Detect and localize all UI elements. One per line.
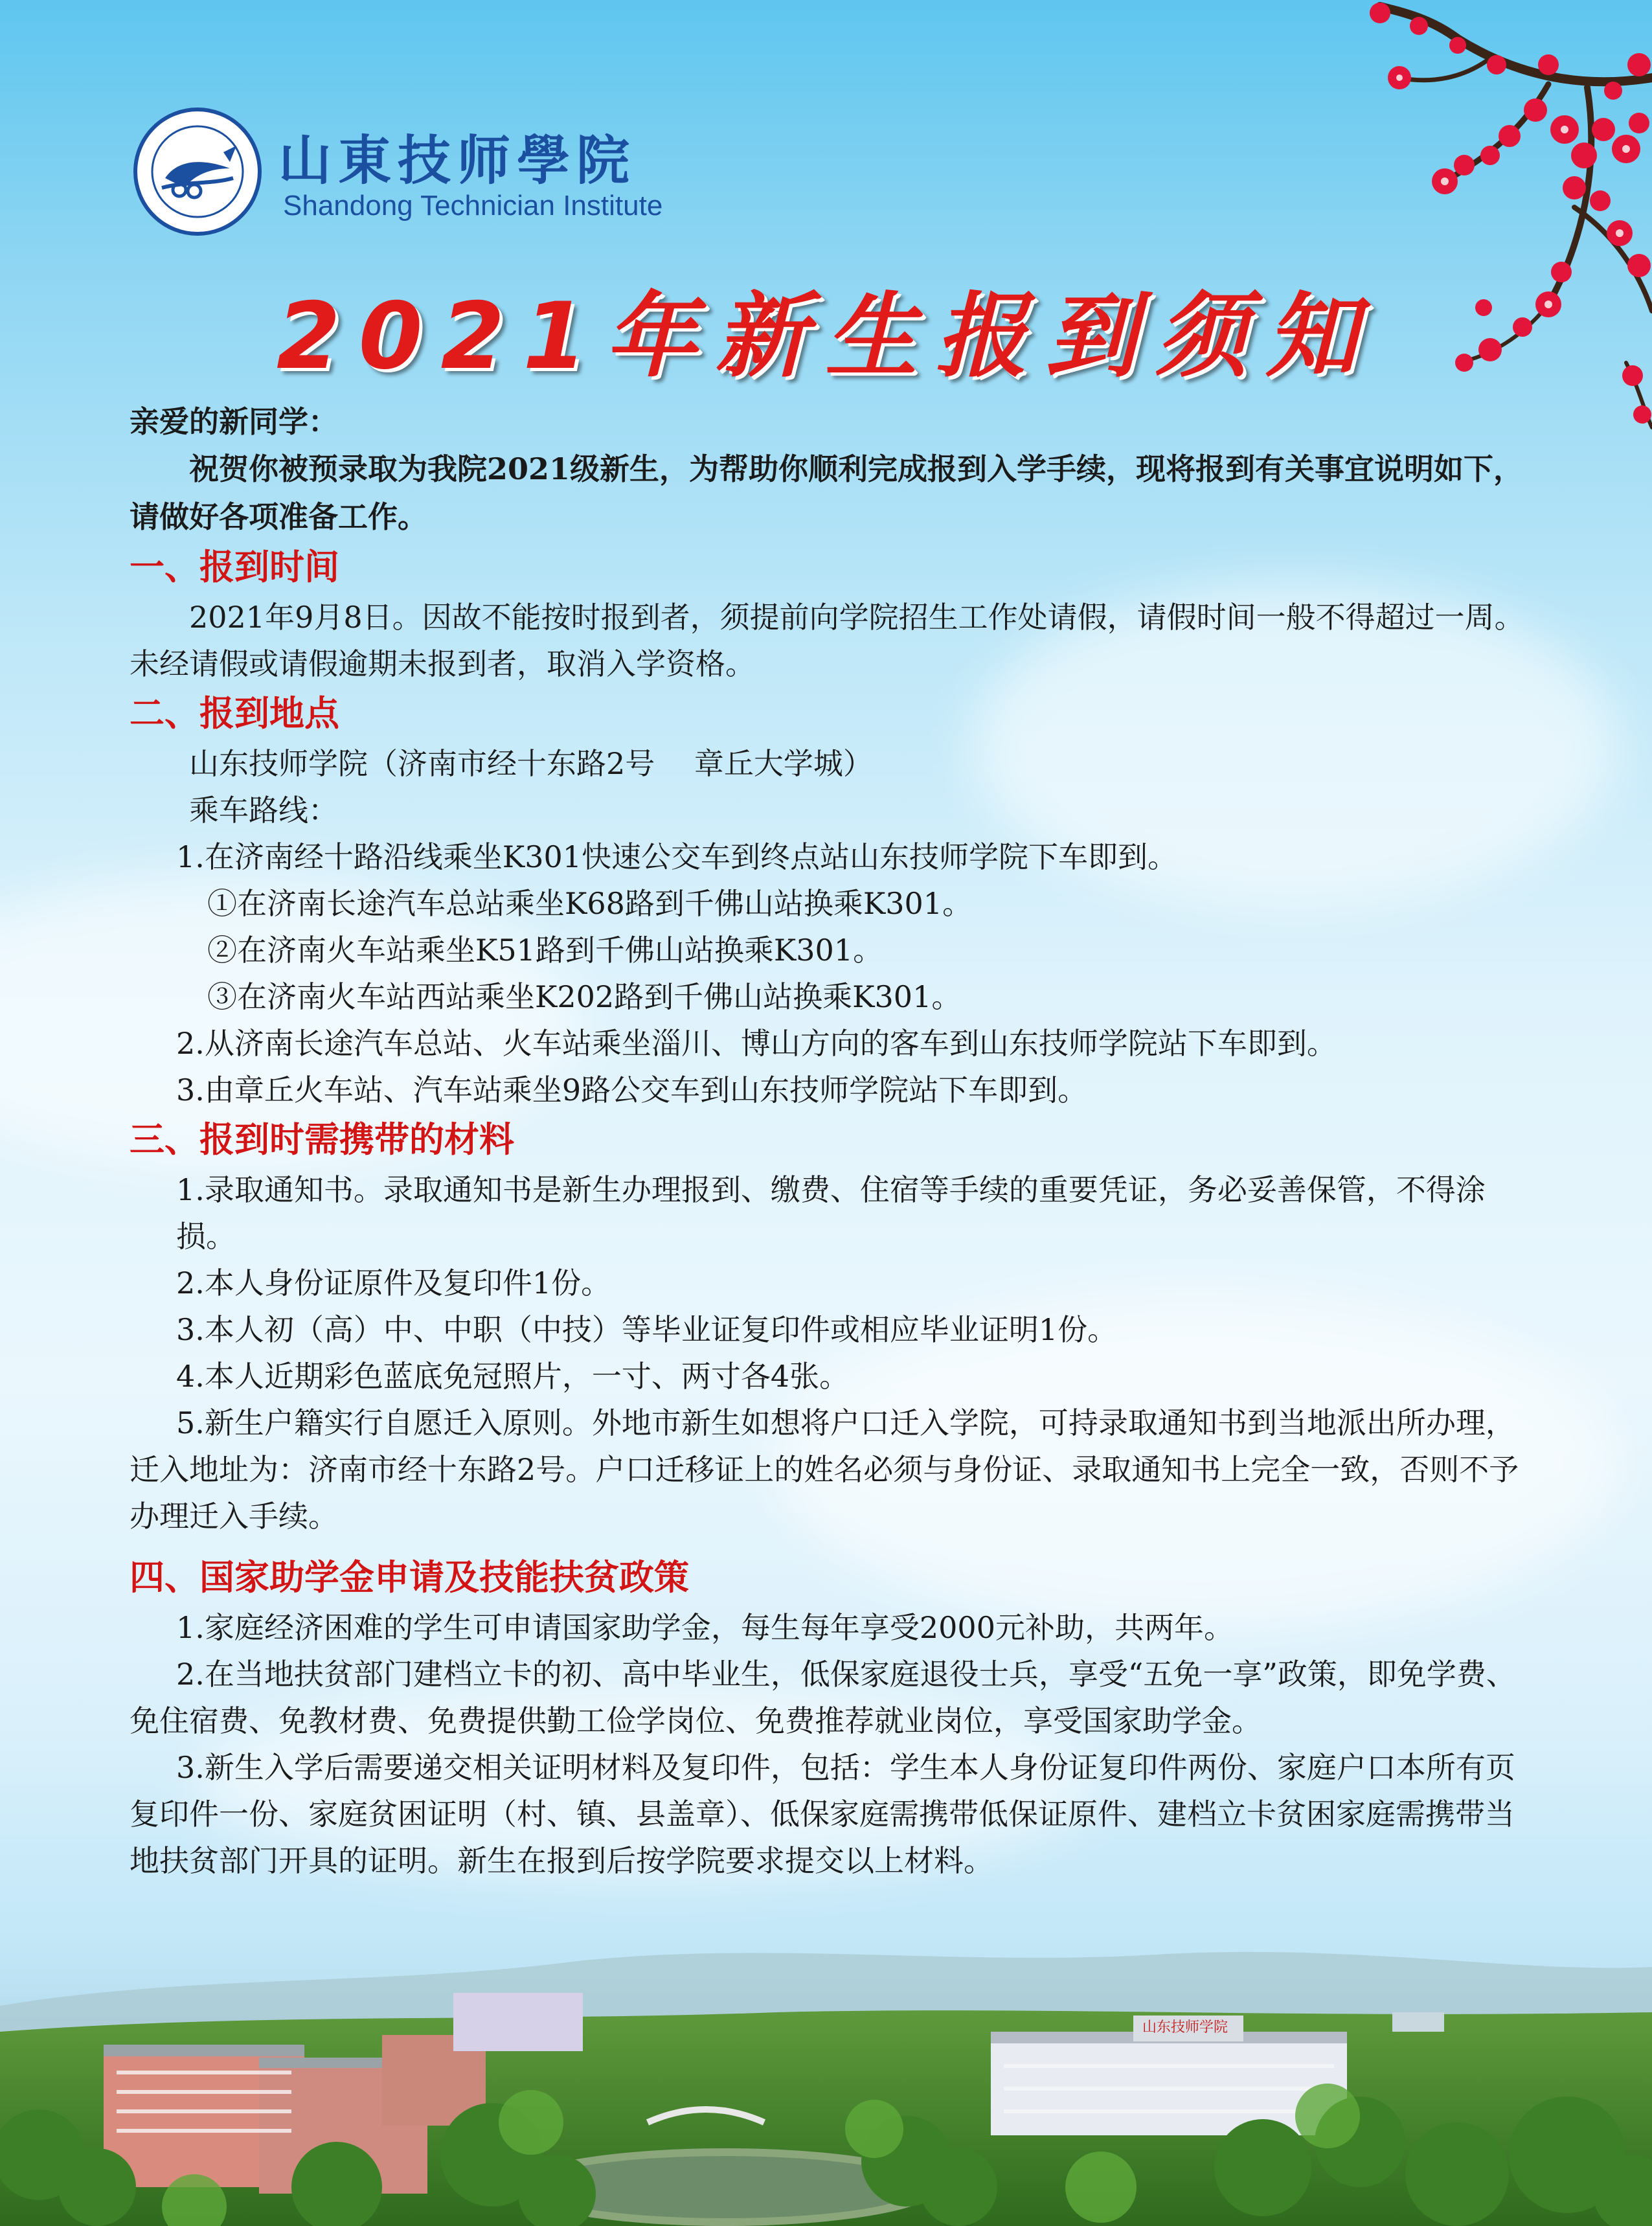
policy-item: 3.新生入学后需要递交相关证明材料及复印件，包括：学生本人身份证复印件两份、家庭户口本所有页复印件一份、家庭贫困证明（村、镇、县盖章）、低保家庭需携带低保证原件、建档立卡贫困家庭需携带当地扶贫部门开具的证明。新生在报到后按学院要求提交以上材料。 [130,1750,1515,1878]
route-subitem: ③在济南火车站西站乘坐K202路到千佛山站换乘K301。 [207,979,962,1014]
route-item: 1.在济南经十路沿线乘坐K301快速公交车到终点站山东技师学院下车即到。 [176,839,1178,874]
policy-item: 1.家庭经济困难的学生可申请国家助学金，每生每年享受2000元补助，共两年。 [176,1610,1234,1645]
material-item: 1.录取通知书。录取通知书是新生办理报到、缴费、住宿等手续的重要凭证，务必妥善保管，不得涂损。 [176,1172,1486,1254]
greeting: 亲爱的新同学： [130,404,338,439]
school-name-cn: 山東技师學院 [278,130,637,192]
page-title: 2021年新生报到须知 [276,283,1376,390]
material-item: 5.新生户籍实行自愿迁入原则。外地市新生如想将户口迁入学院，可持录取通知书到当地派出所办理，迁入地址为：济南市经十东路2号。户口迁移证上的姓名必须与身份证、录取通知书上完全一致，否则不予办理迁入手续。 [130,1405,1519,1534]
material-item: 4.本人近期彩色蓝底免冠照片，一寸、两寸各4张。 [176,1359,850,1394]
policy-item: 2.在当地扶贫部门建档立卡的初、高中毕业生，低保家庭退役士兵，享受“五免一享”政策，即免学费、免住宿费、免教材费、免费提供勤工俭学岗位、免费推荐就业岗位，享受国家助学金。 [130,1657,1516,1738]
route-subitem: ②在济南火车站乘坐K51路到千佛山站换乘K301。 [207,933,883,968]
notice-body [130,398,1541,1884]
section-heading-materials: 三、报到时需携带的材料 [130,1119,514,1160]
campus-sign: 山东技师学院 [1142,2019,1228,2036]
section-heading-policy: 四、国家助学金申请及技能扶贫政策 [130,1557,689,1598]
school-emblem-icon [133,107,262,236]
route-item: 2.从济南长途汽车总站、火车站乘坐淄川、博山方向的客车到山东技师学院站下车即到。 [176,1026,1337,1061]
time-text: 2021年9月8日。因故不能按时报到者，须提前向学院招生工作处请假，请假时间一般不得超过一周。未经请假或请假逾期未报到者，取消入学资格。 [130,600,1524,681]
section-heading-place: 二、报到地点 [130,693,339,734]
material-item: 3.本人初（高）中、中职（中技）等毕业证复印件或相应毕业证明1份。 [176,1312,1118,1347]
place-address: 山东技师学院（济南市经十东路2号 章丘大学城） [189,746,873,781]
campus-aerial-photo [0,1883,1652,2226]
school-logo [133,107,663,236]
route-label: 乘车路线： [189,793,338,828]
school-name-en: Shandong Technician Institute [283,190,663,221]
intro-paragraph: 祝贺你被预录取为我院2021级新生，为帮助你顺利完成报到入学手续，现将报到有关事宜说明如下，请做好各项准备工作。 [130,451,1524,534]
section-heading-time: 一、报到时间 [130,547,339,587]
material-item: 2.本人身份证原件及复印件1份。 [176,1266,611,1300]
route-subitem: ①在济南长途汽车总站乘坐K68路到千佛山站换乘K301。 [207,886,973,921]
route-item: 3.由章丘火车站、汽车站乘坐9路公交车到山东技师学院站下车即到。 [176,1073,1088,1107]
